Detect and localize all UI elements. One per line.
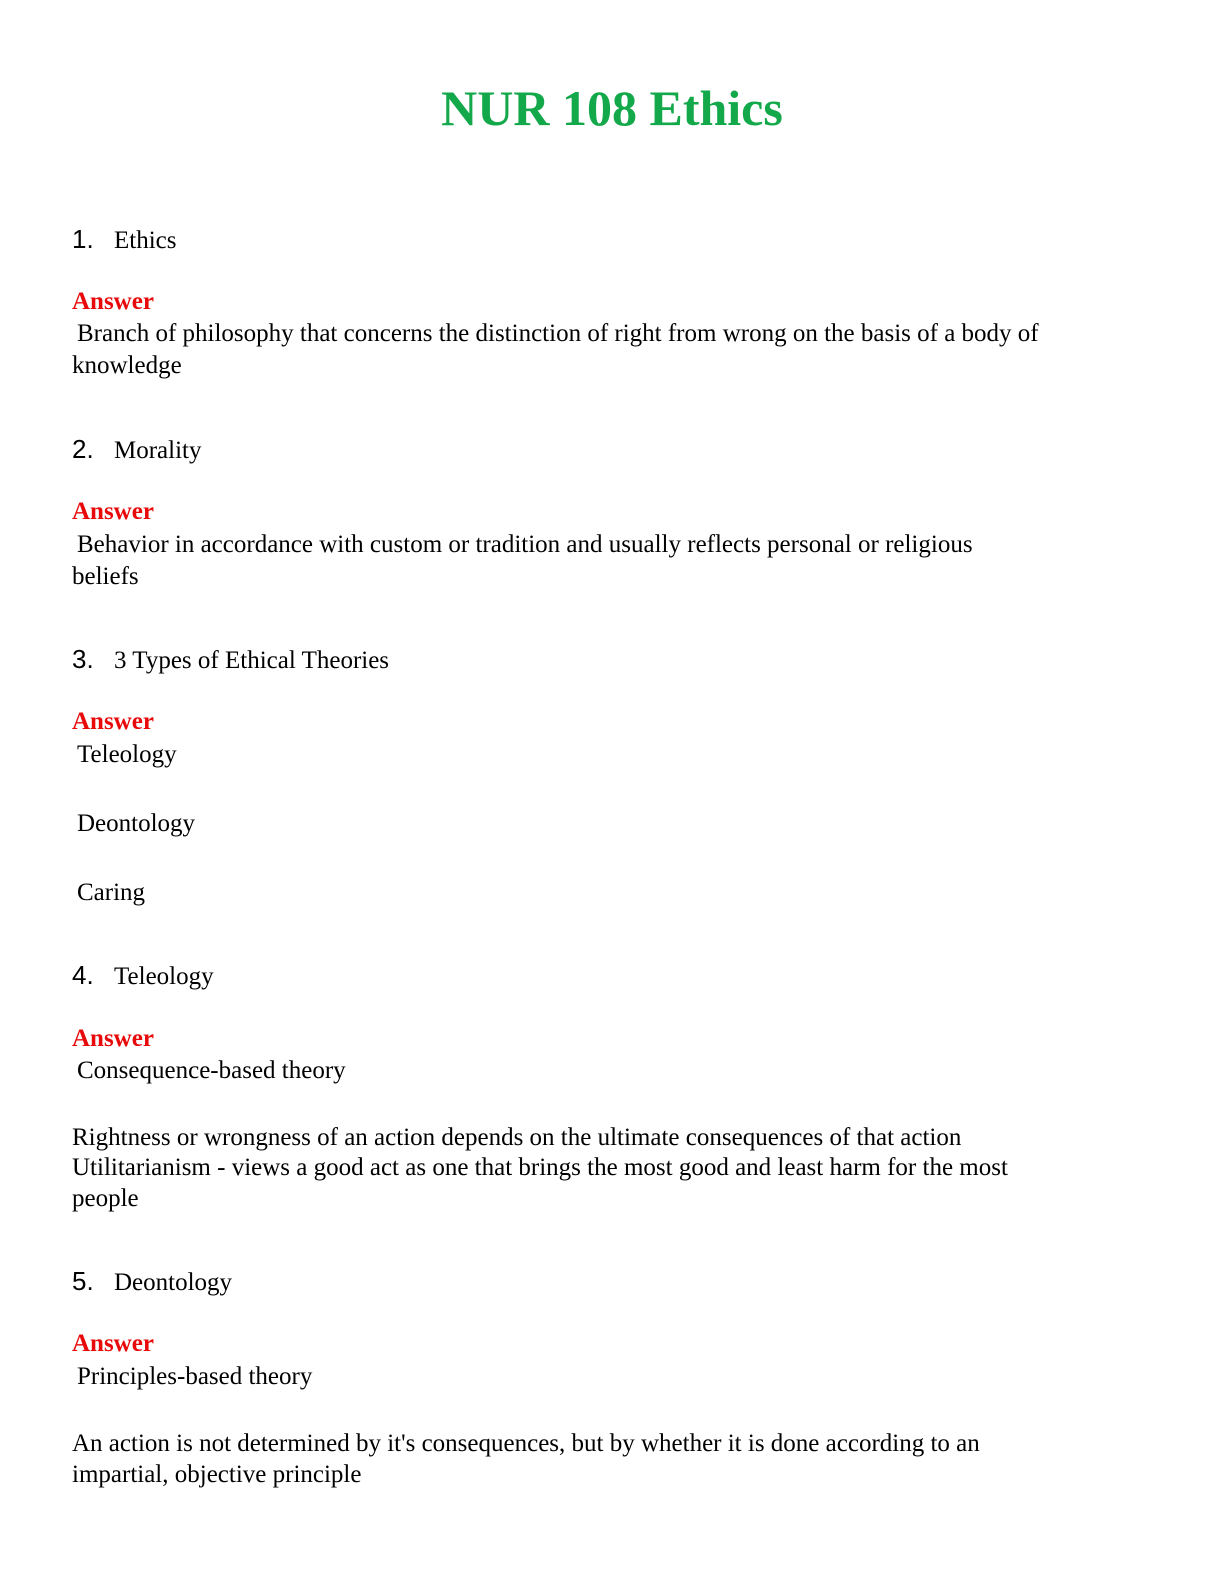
question-number: 3.: [72, 644, 94, 674]
question-number: 2.: [72, 434, 94, 464]
answer-line: Rightness or wrongness of an action depends on the ultimate consequences of that action: [72, 1124, 962, 1151]
answer-line: An action is not determined by it's consequences, but by whether it is done according to an: [72, 1430, 980, 1457]
question-4: [72, 960, 214, 992]
answer-line: Behavior in accordance with custom or tradition and usually reflects personal or religious: [77, 531, 973, 558]
question-term: Teleology: [114, 963, 214, 990]
question-term: Morality: [114, 437, 202, 464]
answer-label: Answer: [72, 1330, 154, 1357]
question-term: Ethics: [114, 227, 177, 254]
answer-line: people: [72, 1185, 139, 1212]
question-2: [72, 434, 202, 466]
question-number: 1.: [72, 224, 94, 254]
question-5: [72, 1266, 232, 1298]
question-number: 4.: [72, 960, 94, 990]
answer-line: Deontology: [77, 810, 196, 837]
answer-label: Answer: [72, 708, 154, 735]
question-term: 3 Types of Ethical Theories: [114, 647, 390, 674]
answer-line: impartial, objective principle: [72, 1461, 362, 1488]
answer-line: Teleology: [77, 741, 177, 768]
answer-line: Caring: [77, 879, 146, 906]
answer-line: Utilitarianism - views a good act as one that brings the most good and least harm for the most: [72, 1154, 1008, 1181]
answer-label: Answer: [72, 498, 154, 525]
question-term: Deontology: [114, 1269, 233, 1296]
answer-line: Principles-based theory: [77, 1363, 313, 1390]
question-1: [72, 224, 177, 256]
answer-line: Consequence-based theory: [77, 1057, 346, 1084]
answer-label: Answer: [72, 288, 154, 315]
question-3: [72, 644, 389, 676]
answer-line: beliefs: [72, 563, 139, 590]
answer-label: Answer: [72, 1025, 154, 1052]
question-number: 5.: [72, 1266, 94, 1296]
document-title: NUR 108 Ethics: [441, 80, 783, 136]
answer-line: Branch of philosophy that concerns the distinction of right from wrong on the basis of a body of: [77, 320, 1039, 347]
answer-line: knowledge: [72, 352, 182, 379]
